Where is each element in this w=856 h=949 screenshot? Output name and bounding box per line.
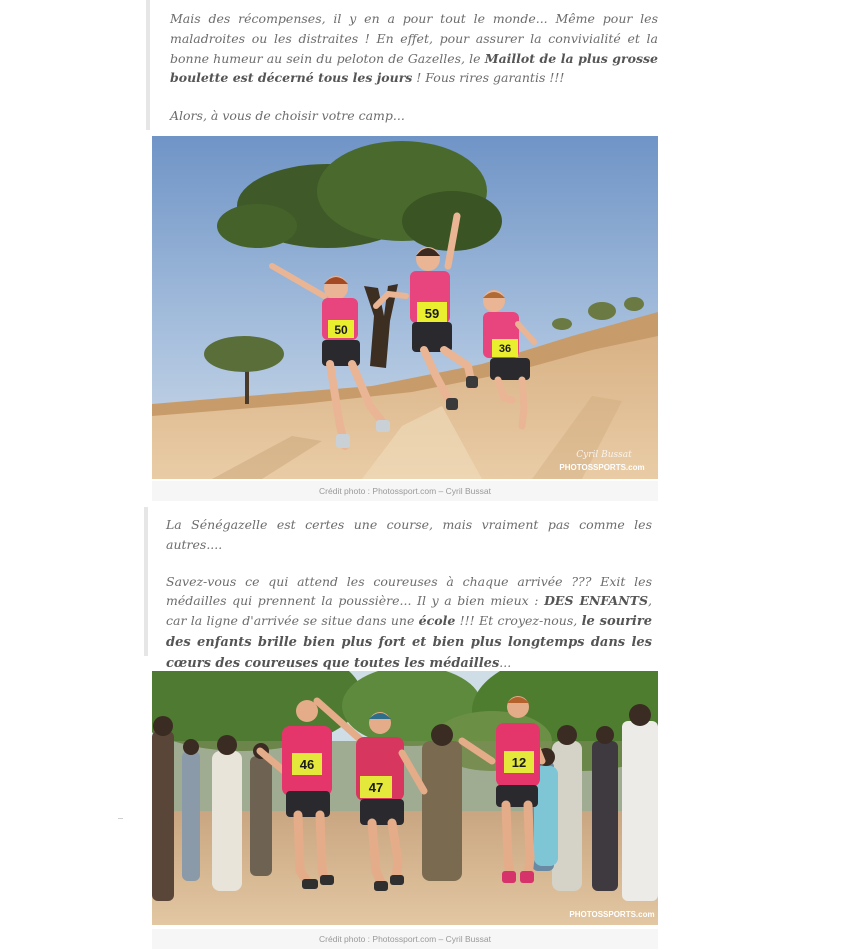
blockquote-recompenses	[146, 0, 658, 130]
bib-number: 47	[368, 780, 384, 795]
bib-number: 36	[498, 343, 512, 355]
photo-caption: Crédit photo : Photossport.com – Cyril Bussat	[152, 929, 658, 949]
runners-jumping-image	[152, 136, 658, 479]
bib-number: 59	[424, 306, 440, 321]
quote-text: !!! Et croyez-nous,	[455, 613, 582, 629]
photo-watermark: PHOTOSSPORTS.com	[559, 463, 645, 472]
blockquote-senegazelle	[144, 507, 656, 671]
runners-arrival-image	[152, 671, 658, 925]
divider-mark	[118, 818, 123, 819]
runners-jumping-photo	[152, 136, 658, 479]
quote-paragraph: La Sénégazelle est certes une course, mais vraiment pas comme les autres....	[166, 517, 652, 552]
quote-text: Savez-vous ce qui attend les coureuses à chaque arrivée ??? Exit les médailles qui prennent la poussière... Il y a bien mieux :	[166, 573, 652, 609]
bib-number: 12	[511, 755, 527, 770]
bib-number: 46	[299, 757, 315, 772]
quote-text: Mais des récompenses, il y en a pour tout le monde... Même pour les maladroites ou les distraites ! En effet, pour assurer la convivialité et la bonne humeur au sein du peloton de Gazelles, le	[170, 11, 658, 66]
quote-paragraph	[170, 9, 658, 88]
quote-text: ...	[499, 654, 512, 670]
quote-paragraph: Alors, à vous de choisir votre camp...	[170, 108, 405, 124]
photo-watermark: PHOTOSSPORTS.com	[569, 910, 655, 919]
runners-arrival-photo	[152, 671, 658, 925]
quote-text: ! Fous rires garantis !!!	[412, 70, 565, 86]
quote-bold-text: le sourire des enfants brille bien plus fort et bien plus longtemps dans les cœurs des coureuses que toutes les médailles	[166, 614, 652, 671]
photo-signature: Cyril Bussat	[576, 450, 632, 460]
quote-bold-text: Maillot de la plus grosse boulette est décerné tous les jours	[170, 50, 659, 86]
bib-number: 50	[334, 323, 348, 337]
quote-paragraph	[166, 572, 652, 674]
quote-bold-text: école	[418, 613, 456, 629]
quote-text: , car la ligne d'arrivée se situe dans une	[166, 593, 652, 629]
quote-bold-text: DES ENFANTS	[544, 593, 649, 609]
photo-caption: Crédit photo : Photossport.com – Cyril Bussat	[152, 481, 658, 501]
